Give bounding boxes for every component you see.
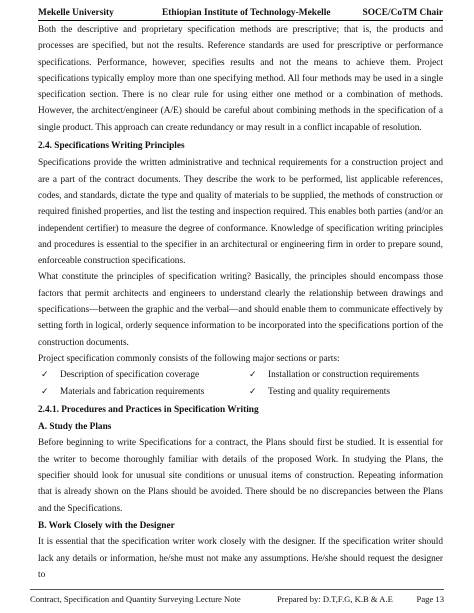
checkmark-icon: ✓ bbox=[41, 370, 49, 381]
header-university: Mekelle University bbox=[38, 8, 114, 18]
page-body bbox=[38, 22, 443, 583]
subsection-heading: 2.4.1. Procedures and Practices in Specification Writing bbox=[38, 404, 259, 415]
page-footer bbox=[30, 589, 444, 608]
checklist-item bbox=[38, 367, 246, 383]
paragraph-principles: What constitute the principles of specification writing? Basically, the principles should encompass those factors that permit architects and engineers to understand clearly the relationship between drawings and specifications—between the graphic and the verbal—and should enable them to communicate effectively by setting forth in logical, orderly sequence information to be incorporated into the specifications portion of the construction documents. bbox=[38, 272, 443, 348]
header-chair: SOCE/CoTM Chair bbox=[362, 8, 443, 18]
checkmark-icon: ✓ bbox=[41, 386, 49, 397]
checklist-item-label: Installation or construction requirements bbox=[268, 370, 420, 381]
checkmark-icon: ✓ bbox=[249, 370, 257, 381]
checklist-item-label: Materials and fabrication requirements bbox=[60, 386, 205, 397]
checklist-item-label: Description of specification coverage bbox=[60, 370, 200, 381]
footer-page-number: Page 13 bbox=[416, 594, 444, 604]
paragraph-study-plans: Before beginning to write Specifications for a contract, the Plans should first be studied. It is essential for the writer to become thoroughly familiar with details of the proposed Work. In studying the Plans, the specifier should look for unusual site conditions or unusual items of construction. Repeating information that is already shown on the Plans should be avoided. There should be no discrepancies between the Plans and the Specifications. bbox=[38, 438, 443, 514]
subheading-study-plans: A. Study the Plans bbox=[38, 422, 112, 433]
paragraph-specifications: Specifications provide the written administrative and technical requirements for a construction project and are a part of the contract documents. They describe the work to be performed, list applicable references, codes, and standards, dictate the type and quality of materials to be supplied, the methods of construction or required finished properties, and list the testing and inspection required. This enables both parties (and/or an independent certifier) to measure the degree of conformance. Knowledge of specification writing principles and procedures is essential to the specifier in an architectural or engineering firm in order to prepare sound, enforceable construction specifications. bbox=[38, 158, 443, 267]
paragraph-methods: Both the descriptive and proprietary specification methods are prescriptive; that is, the products and processes are specified, but not the results. Reference standards are used for prescriptive or performance specifications. Performance, however, specifies results and not the means to achieve them. Project specifications typically employ more than one specifying method. All four methods may be used in a single specification section. There is no clear rule for using either one method or a combination of methods. However, the architect/engineer (A/E) should be careful about combining methods in the specification of a single product. This approach can create redundancy or may result in a conflict incapable of resolution. bbox=[38, 25, 443, 133]
footer-course-title: Contract, Specification and Quantity Surveying Lecture Note bbox=[30, 594, 241, 604]
page-header bbox=[38, 6, 443, 21]
footer-authors: Prepared by: D.T,F.G, K.B & A.E bbox=[277, 594, 393, 604]
paragraph-sections-intro: Project specification commonly consists of the following major sections or parts: bbox=[38, 353, 340, 364]
header-institute: Ethiopian Institute of Technology-Mekelle bbox=[162, 8, 331, 18]
paragraph-work-with-designer: It is essential that the specification writer work closely with the designer. If the specification writer should lack any details or information, he/she must not make any assumptions. He/she should request the designer to bbox=[38, 537, 443, 580]
subheading-work-with-designer: B. Work Closely with the Designer bbox=[38, 520, 175, 531]
checklist-item bbox=[246, 384, 443, 400]
section-heading: 2.4. Specifications Writing Principles bbox=[38, 141, 185, 152]
checklist-item bbox=[246, 367, 443, 383]
checkmark-icon: ✓ bbox=[249, 386, 257, 397]
checklist-item bbox=[38, 384, 246, 400]
checklist-item-label: Testing and quality requirements bbox=[268, 386, 390, 397]
sections-checklist bbox=[38, 367, 443, 400]
